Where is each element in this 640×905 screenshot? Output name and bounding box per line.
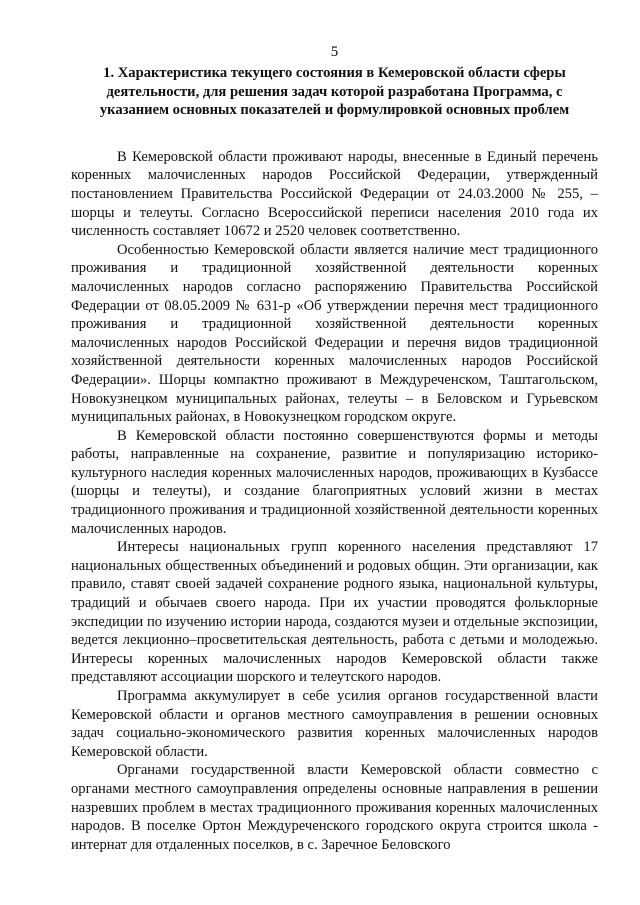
paragraph-6: Органами государственной власти Кемеровской области совместно с органами местного самоуправления определены основные направления в решении назревших проблем в местах традиционного проживания коренных малочисленных народов. В поселке Ортон Междуреченского городского округа строится школа - интернат для отдаленных поселков, в с. Заречное Беловского: [71, 762, 598, 853]
paragraph-4: Интересы национальных групп коренного населения представляют 17 национальных общественных объединений и родовых общин. Эти организации, как правило, ставят своей задачей сохранение родного языка, национальной культуры, традиций и обычаев своего народа. При их участии проводятся фольклорные экспедиции по изучению истории народа, создаются музеи и отдельные экспозиции, ведется лекционно–просветительская деятельность, работа с детьми и молодежью. Интересы коренных малочисленных народов Кемеровской области также представляют ассоциации шорского и телеутского народов.: [71, 539, 598, 686]
paragraph-2: Особенностью Кемеровской области является наличие мест традиционного проживания и традиционной хозяйственной деятельности коренных малочисленных народов согласно распоряжению Правительства Российской Федерации от 08.05.2009 № 631-р «Об утверждении перечня мест традиционного проживания и традиционной хозяйственной деятельности коренных малочисленных народов Российской Федерации и перечня видов традиционной хозяйственной деятельности коренных малочисленных народов Российской Федерации». Шорцы компактно проживают в Междуреченском, Таштагольском, Новокузнецком муниципальных районах, телеуты – в Беловском и Гурьевском муниципальных районах, в Новокузнецком городском округе.: [71, 241, 598, 426]
paragraph-1: В Кемеровской области проживают народы, внесенные в Единый перечень коренных малочисленных народов Российской Федерации, утвержденный постановлением Правительства Российской Федерации от 24.03.2000 № 255, – шорцы и телеуты. Согласно Всероссийской переписи населения 2010 года их численность составляет 10672 и 2520 человек соответственно.: [71, 148, 598, 240]
paragraph-3: В Кемеровской области постоянно совершенствуются формы и методы работы, направленные на сохранение, развитие и популяризацию историко-культурного наследия коренных малочисленных народов, проживающих в Кузбассе (шорцы и телеуты), и создание благоприятных условий жизни в местах традиционного проживания и традиционной хозяйственной деятельности коренных малочисленных народов.: [71, 427, 598, 537]
page-number: 5: [330, 44, 339, 60]
section-title: 1. Характеристика текущего состояния в Кемеровской области сферы деятельности, для решения задач которой разработана Программа, с указанием основных показателей и формулировкой основных проблем: [99, 65, 570, 119]
paragraph-5: Программа аккумулирует в себе усилия органов государственной власти Кемеровской области и органов местного самоуправления в решении основных задач социально-экономического развития коренных малочисленных народов Кемеровской области.: [71, 688, 598, 760]
